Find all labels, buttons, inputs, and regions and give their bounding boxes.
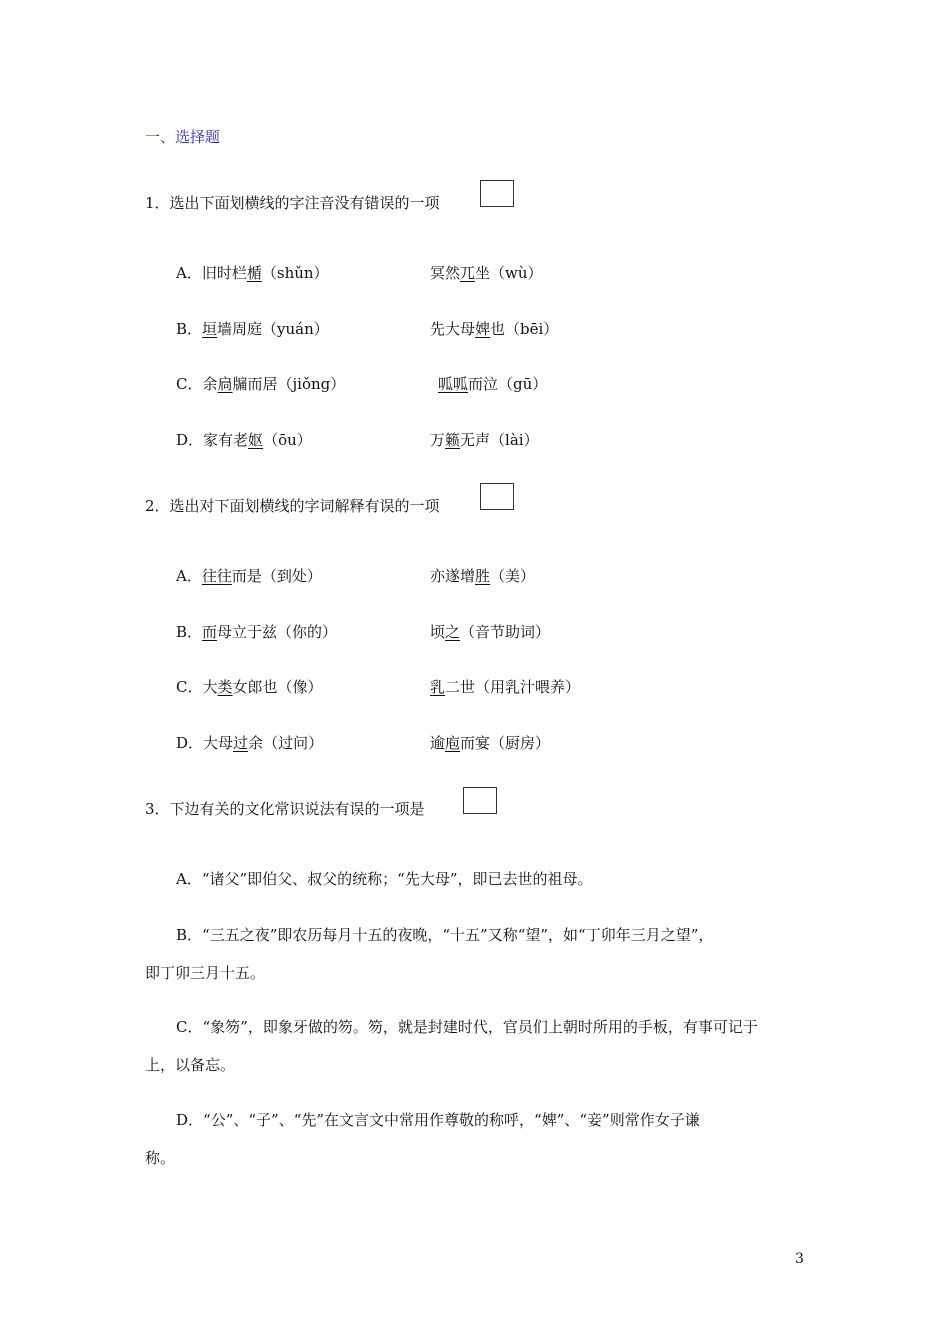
q1-option-a-left: A．旧时栏楯（shǔn） — [176, 264, 329, 282]
page-number: 3 — [795, 1251, 804, 1267]
q2-option-b-left: B．而母立于兹（你的） — [176, 623, 338, 641]
q1-option-c-left: C．余扃牖而居（jiǒng） — [176, 375, 346, 393]
question-2-stem: 2．选出对下面划横线的字词解释有误的一项 — [145, 497, 440, 515]
q3-option-d-line1: D．“公”、“子”、“先”在文言文中常用作尊敬的称呼，“婢”、“妾”则常作女子谦 — [176, 1111, 700, 1129]
q2-option-a-left: A．往往而是（到处） — [176, 567, 322, 585]
q1-option-b-right: 先大母婢也（bēi） — [430, 320, 559, 338]
q3-option-b-line2: 即丁卯三月十五。 — [145, 964, 266, 982]
q3-option-c-line1: C．“象笏”，即象牙做的笏。笏，就是封建时代，官员们上朝时所用的手板，有事可记于 — [176, 1018, 758, 1036]
answer-box-1[interactable] — [480, 180, 514, 207]
answer-box-2[interactable] — [480, 483, 514, 510]
q1-option-d-right: 万籁无声（lài） — [430, 431, 539, 449]
q2-option-a-right: 亦遂增胜（美） — [430, 567, 536, 585]
q3-option-b-line1: B．“三五之夜”即农历每月十五的夜晚，“十五”又称“望”，如“丁卯年三月之望”， — [176, 926, 714, 944]
q3-option-c-line2: 上，以备忘。 — [145, 1056, 236, 1074]
q2-option-c-left: C．大类女郎也（像） — [176, 678, 323, 696]
q1-option-b-left: B．垣墙周庭（yuán） — [176, 320, 329, 338]
q2-option-d-right: 逾庖而宴（厨房） — [430, 734, 551, 752]
q2-option-b-right: 顷之（音节助词） — [430, 623, 551, 641]
question-3-stem: 3．下边有关的文化常识说法有误的一项是 — [145, 800, 425, 818]
q1-option-c-right: 呱呱而泣（gū） — [438, 375, 548, 393]
answer-box-3[interactable] — [463, 787, 497, 814]
q2-option-c-right: 乳二世（用乳汁喂养） — [430, 678, 581, 696]
q3-option-d-line2: 称。 — [145, 1149, 176, 1167]
section-title: 一、选择题 — [145, 128, 221, 146]
q1-option-d-left: D．家有老妪（ōu） — [176, 431, 312, 449]
q2-option-d-left: D．大母过余（过问） — [176, 734, 324, 752]
question-1-stem: 1．选出下面划横线的字注音没有错误的一项 — [145, 194, 440, 212]
q3-option-a-line1: A．“诸父”即伯父、叔父的统称；“先大母”，即已去世的祖母。 — [176, 870, 593, 888]
q1-option-a-right: 冥然兀坐（wù） — [430, 264, 543, 282]
